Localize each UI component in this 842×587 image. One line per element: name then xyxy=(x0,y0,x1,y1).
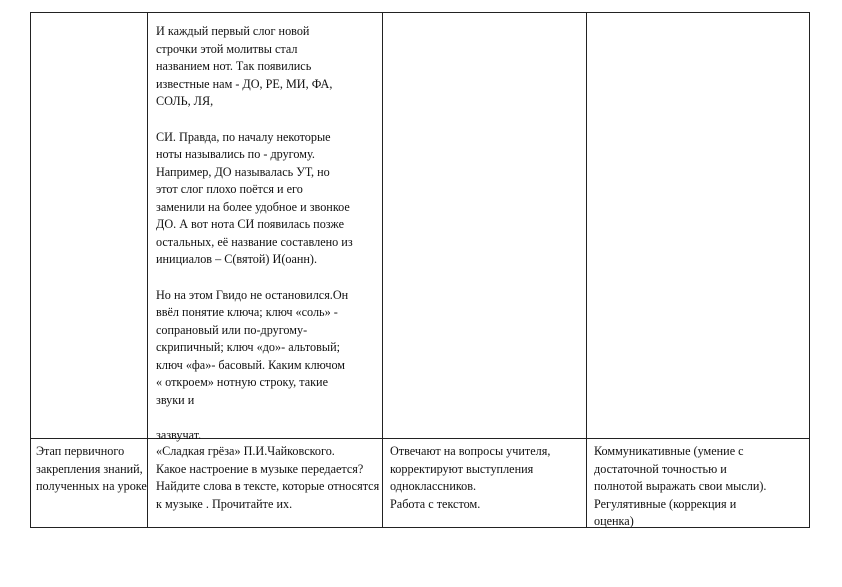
table-border-right xyxy=(809,12,810,528)
text-line: одноклассников. xyxy=(390,479,477,493)
text-line: СОЛЬ, ЛЯ, xyxy=(156,94,214,108)
row2-col1-cell xyxy=(36,443,147,496)
text-line: достаточной точностью и xyxy=(594,461,727,476)
paragraph-2 xyxy=(156,129,353,269)
text-line: корректируют выступления xyxy=(390,461,534,476)
text-line: звуки и xyxy=(156,392,195,407)
text-line: ввёл понятие ключа; ключ «соль» - xyxy=(156,305,338,319)
paragraph-1 xyxy=(156,23,353,111)
text-line: СИ. Правда, по началу некоторые xyxy=(156,129,331,144)
text-line: Какое настроение в музыке передается? xyxy=(156,461,364,476)
text-line: инициалов – С(вятой) И(оанн). xyxy=(156,252,318,266)
text-line: сопрановый или по-другому- xyxy=(156,322,308,337)
text-line: закрепления знаний, xyxy=(36,461,143,476)
text-line: остальных, её название составлено из xyxy=(156,234,353,249)
text-line: Но на этом Гвидо не остановился.Он xyxy=(156,287,349,302)
paragraph-4 xyxy=(156,427,353,445)
text-line: ноты назывались по - другому. xyxy=(156,147,315,161)
text-line: Отвечают на вопросы учителя, xyxy=(390,444,551,458)
text-line: известные нам - ДО, РЕ, МИ, ФА, xyxy=(156,76,333,91)
text-line: Работа с текстом. xyxy=(390,496,481,511)
row2-col4-cell xyxy=(594,443,766,531)
paragraph-3 xyxy=(156,287,353,410)
text-line: заменили на более удобное и звонкое xyxy=(156,199,350,214)
text-line: зазвучат. xyxy=(156,428,202,442)
column-divider-1 xyxy=(147,12,148,528)
column-divider-2 xyxy=(382,12,383,528)
text-line: Например, ДО называлась УТ, но xyxy=(156,164,330,179)
row1-col2-cell xyxy=(156,23,353,445)
text-line: «Сладкая грёза» П.И.Чайковского. xyxy=(156,444,335,458)
table-border-left xyxy=(30,12,31,528)
text-line: И каждый первый слог новой xyxy=(156,24,310,38)
column-divider-3 xyxy=(586,12,587,528)
text-line: строчки этой молитвы стал xyxy=(156,41,298,56)
row-divider xyxy=(30,438,810,439)
row2-col3-cell xyxy=(390,443,550,513)
table-border-top xyxy=(30,12,810,13)
text-line: оценка) xyxy=(594,514,634,528)
text-line: скрипичный; ключ «до»- альтовый; xyxy=(156,340,340,354)
text-line: « откроем» нотную строку, такие xyxy=(156,375,328,389)
text-line: названием нот. Так появились xyxy=(156,59,312,73)
text-line: Найдите слова в тексте, которые относятся xyxy=(156,479,380,493)
lesson-table xyxy=(30,12,810,528)
text-line: полученных на уроке xyxy=(36,479,147,493)
text-line: Коммуникативные (умение с xyxy=(594,444,744,458)
text-line: ДО. А вот нота СИ появилась позже xyxy=(156,217,345,231)
text-line: Регулятивные (коррекция и xyxy=(594,496,737,511)
text-line: Этап первичного xyxy=(36,444,125,458)
text-line: этот слог плохо поётся и его xyxy=(156,182,303,196)
row2-col2-cell xyxy=(156,443,379,513)
text-line: полнотой выражать свои мысли). xyxy=(594,479,767,493)
text-line: ключ «фа»- басовый. Каким ключом xyxy=(156,357,346,372)
text-line: к музыке . Прочитайте их. xyxy=(156,496,293,511)
